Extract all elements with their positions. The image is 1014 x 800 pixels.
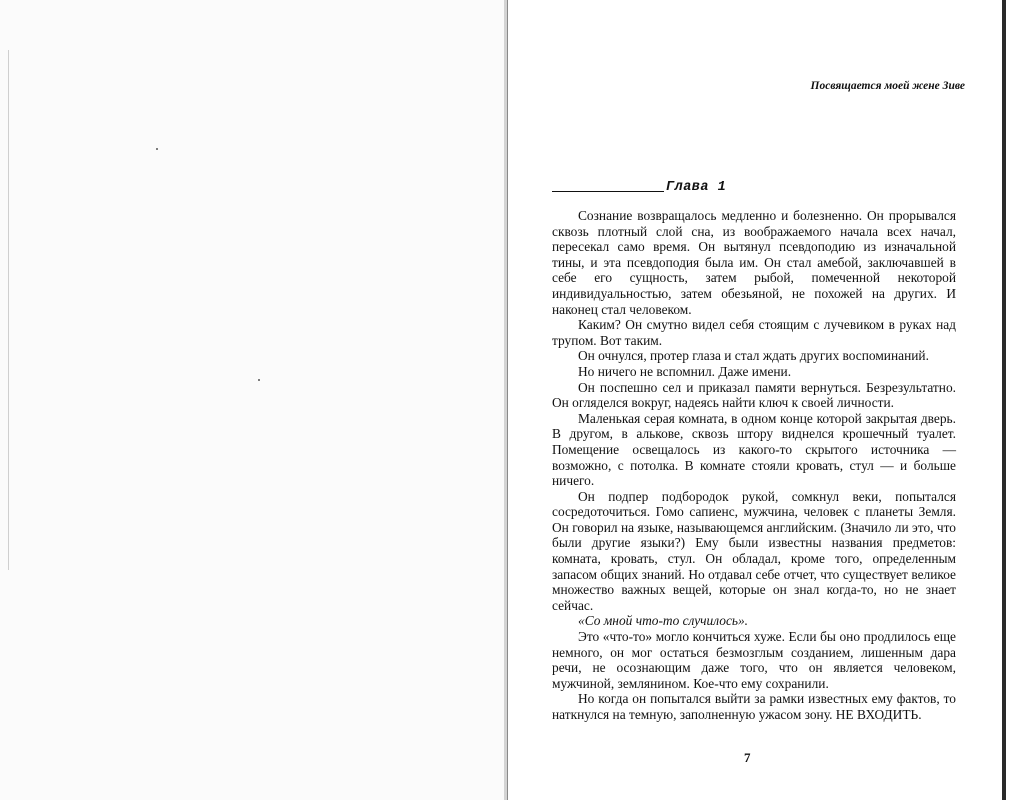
left-page-edge-line	[8, 50, 9, 570]
scan-speck	[258, 379, 260, 381]
page-number: 7	[744, 750, 751, 765]
paragraph: Но когда он попытался выйти за рамки известных ему фактов, то наткнулся на темную, заполненную ужасом зону. НЕ ВХОДИТЬ.	[552, 691, 956, 722]
left-page-blank	[0, 0, 505, 800]
paragraph: Сознание возвращалось медленно и болезненно. Он прорывался сквозь плотный слой сна, из воображаемого начала всех начал, пересекал само время. Он вытянул псевдоподию из изначальной тины, и эта псевдоподия была им. Он стал амебой, заключавшей в себе его сущность, затем рыбой, помеченной некоторой индивидуальностью, затем обезьяной, не похожей на других. И наконец стал человеком.	[552, 208, 956, 317]
paragraph: Но ничего не вспомнил. Даже имени.	[578, 363, 792, 379]
paragraph: Он очнулся, протер глаза и стал ждать других воспоминаний.	[578, 348, 929, 364]
chapter-body	[552, 208, 956, 723]
book-gutter-line	[507, 0, 508, 800]
chapter-rule	[552, 191, 664, 192]
chapter-title: Глава 1	[666, 180, 727, 195]
paragraph: Каким? Он смутно видел себя стоящим с лучевиком в руках над трупом. Вот таким.	[552, 317, 956, 348]
paragraph: Это «что-то» могло кончиться хуже. Если бы оно продлилось еще немного, он мог остаться безмозглым созданием, лишенным дара речи, не осознающим даже того, что он является человеком, мужчиной, землянином. Кое-что ему сохранили.	[552, 629, 956, 691]
scan-speck	[156, 148, 158, 150]
paragraph: Маленькая серая комната, в одном конце которой закрытая дверь. В другом, в алькове, сквозь штору виднелся крошечный туалет. Помещение освещалось из какого-то скрытого источника — возможно, с потолка. В комнате стояли кровать, стул — и больше ничего.	[552, 410, 956, 489]
right-page-edge	[1002, 0, 1006, 800]
paragraph: Он подпер подбородок рукой, сомкнул веки, попытался сосредоточиться. Гомо сапиенс, мужчина, человек с планеты Земля. Он говорил на языке, называющемся английским. (Значило ли это, что были другие языки?) Ему были известны названия предметов: комната, кровать, стул. Он обладал, кроме того, определенным запасом общих знаний. Но отдавал себе отчет, что существует великое множество важных вещей, которые он знал когда-то, но не знает сейчас.	[552, 488, 956, 613]
dedication: Посвящается моей жене Зиве	[810, 80, 965, 92]
paragraph-italic-thought: «Со мной что-то случилось».	[578, 613, 749, 629]
paragraph: Он поспешно сел и приказал памяти вернуться. Безрезультатно. Он огляделся вокруг, надеясь найти ключ к своей личности.	[552, 379, 956, 411]
